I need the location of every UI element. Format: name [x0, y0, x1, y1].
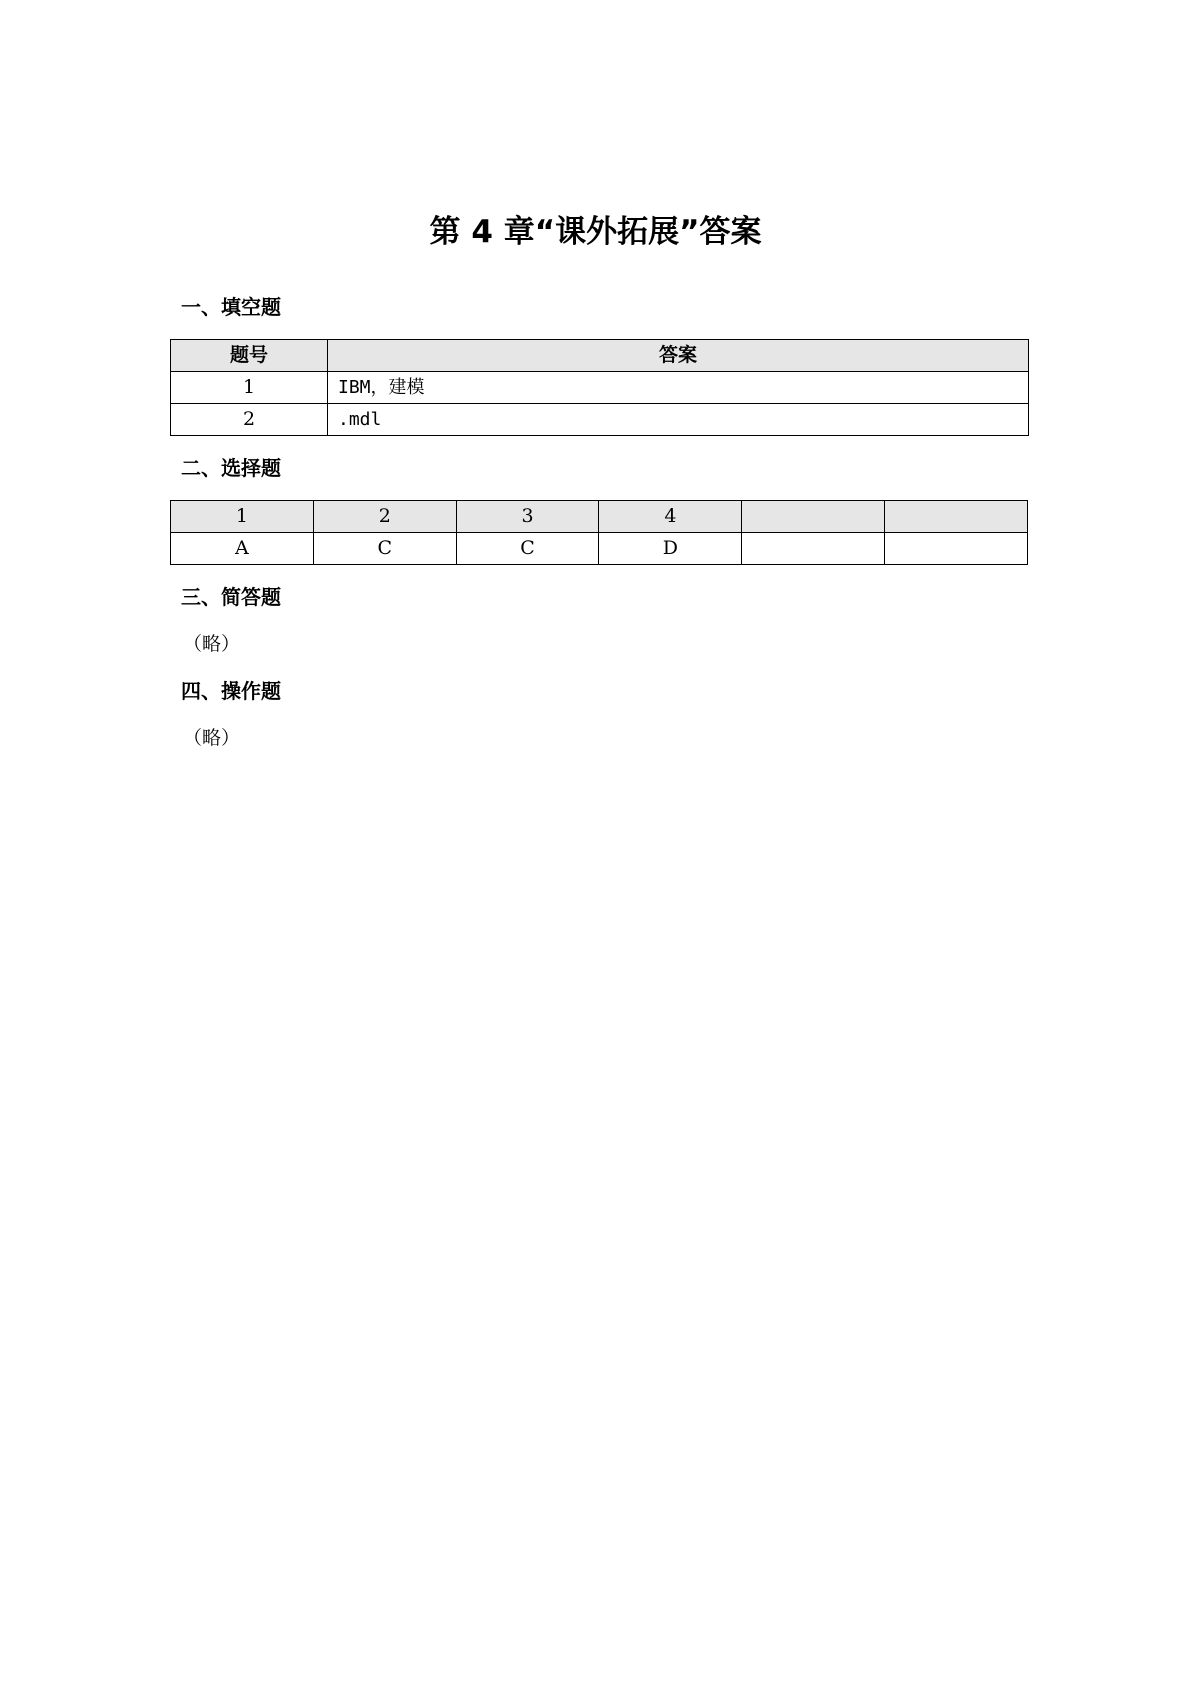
choice-number-cell: 1	[171, 501, 314, 533]
choice-answer-cell: C	[313, 533, 456, 565]
choice-answer-row	[171, 533, 1028, 565]
choice-answer-cell: A	[171, 533, 314, 565]
multiple-choice-heading: 二、选择题	[181, 456, 281, 480]
fill-blank-heading: 一、填空题	[181, 295, 281, 319]
choice-answer-cell: C	[456, 533, 599, 565]
choice-number-cell: 3	[456, 501, 599, 533]
answer-cell: IBM，建模	[328, 372, 1029, 404]
answer-cell: .mdl	[328, 404, 1029, 436]
fill-blank-table	[170, 339, 1029, 436]
choice-number-cell	[885, 501, 1028, 533]
header-answer: 答案	[328, 340, 1029, 372]
operation-heading: 四、操作题	[181, 679, 281, 703]
question-number-cell: 2	[171, 404, 328, 436]
choice-number-row	[171, 501, 1028, 533]
multiple-choice-table	[170, 500, 1028, 565]
question-number-cell: 1	[171, 372, 328, 404]
choice-answer-cell	[742, 533, 885, 565]
table-row	[171, 372, 1029, 404]
choice-number-cell: 4	[599, 501, 742, 533]
page-title: 第 4 章“课外拓展”答案	[429, 214, 762, 250]
table-header-row	[171, 340, 1029, 372]
choice-number-cell: 2	[313, 501, 456, 533]
short-answer-heading: 三、简答题	[181, 585, 281, 609]
operation-content: （略）	[183, 727, 241, 749]
choice-answer-cell: D	[599, 533, 742, 565]
short-answer-content: （略）	[183, 633, 241, 655]
table-row	[171, 404, 1029, 436]
header-question-number: 题号	[171, 340, 328, 372]
choice-answer-cell	[885, 533, 1028, 565]
choice-number-cell	[742, 501, 885, 533]
